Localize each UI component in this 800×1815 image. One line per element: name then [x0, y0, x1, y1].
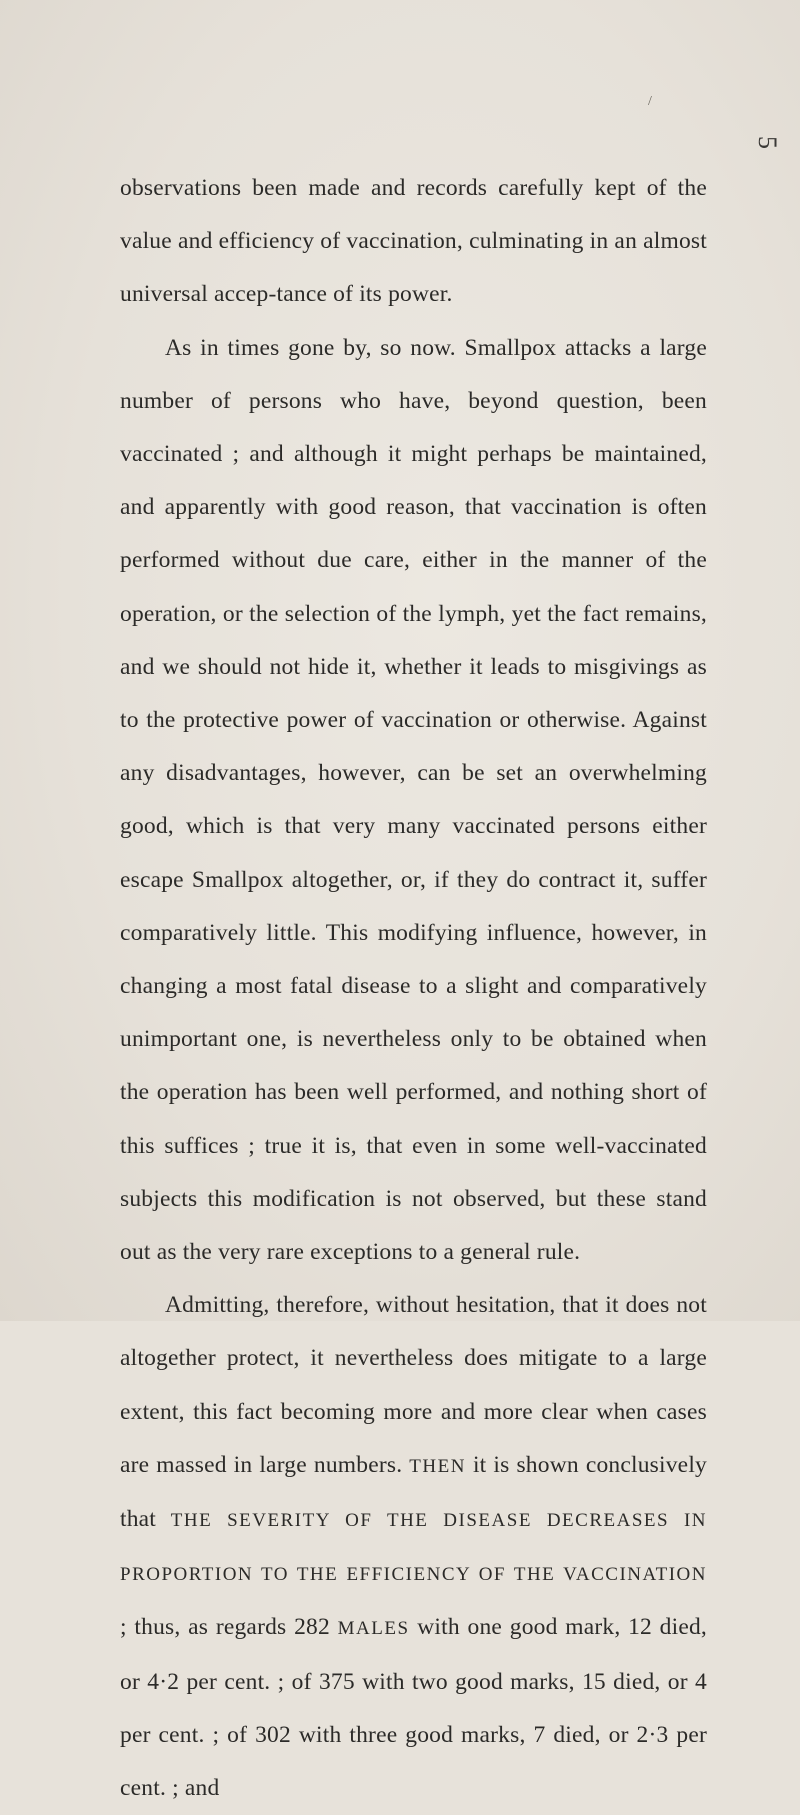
page-number: 5 — [753, 136, 782, 149]
then-smallcaps: THEN — [409, 1455, 466, 1477]
paragraph-3-start: Admitting, therefore, without hesitation, that it does not altogether protect, it nevertheless does mitigate to a large extent, this fact becoming more and more clear when cases are massed in large numbers. — [120, 1292, 707, 1478]
corner-mark: / — [648, 94, 652, 109]
males-smallcaps: MALES — [337, 1618, 410, 1640]
paragraph-3-end: with one good mark, 12 died, or 4·2 per cent. ; of 375 with two good marks, 15 died, or 4 per cent. ; of 302 with three good marks, 7 died, or 2·3 per cent. ; and — [120, 1614, 708, 1802]
emphasis-smallcaps: THE SEVERITY OF THE DISEASE DECREASES IN PROPORTION TO THE EFFICIENCY OF THE VACCINATION — [120, 1510, 708, 1586]
paragraph-2: As in times gone by, so now. Smallpox attacks a large number of persons who have, beyond question, been vaccinated ; and although it might perhaps be maintained, and apparently with good reason, that vaccination is often performed without due care, either in the manner of the operation, or the selection of the lymph, yet the fact remains, and we should not hide it, whether it leads to misgivings as to the protective power of vaccination or otherwise. Against any disadvantages, however, can be set an overwhelming good, which is that very many vaccinated persons either escape Smallpox altogether, or, if they do contract it, suffer comparatively little. This modifying influence, however, in changing a most fatal disease to a slight and comparatively unimportant one, is nevertheless only to be obtained when the operation has been well performed, and nothing short of this suffices ; true it is, that even in some well-vaccinated subjects this modification is not observed, but these stand out as the very rare exceptions to a general rule. — [120, 334, 707, 1266]
paragraph-1: observations been made and records carefully kept of the value and efficiency of vaccination, culminating in an almost universal accep-tance of its power. — [120, 175, 707, 308]
paragraph-3-mid: it is shown conclusively that — [120, 1451, 707, 1533]
paragraph-3 — [120, 1279, 707, 1815]
paragraph-3-after-caps: ; thus, as regards 282 — [120, 1614, 330, 1641]
body-text — [120, 162, 707, 1815]
